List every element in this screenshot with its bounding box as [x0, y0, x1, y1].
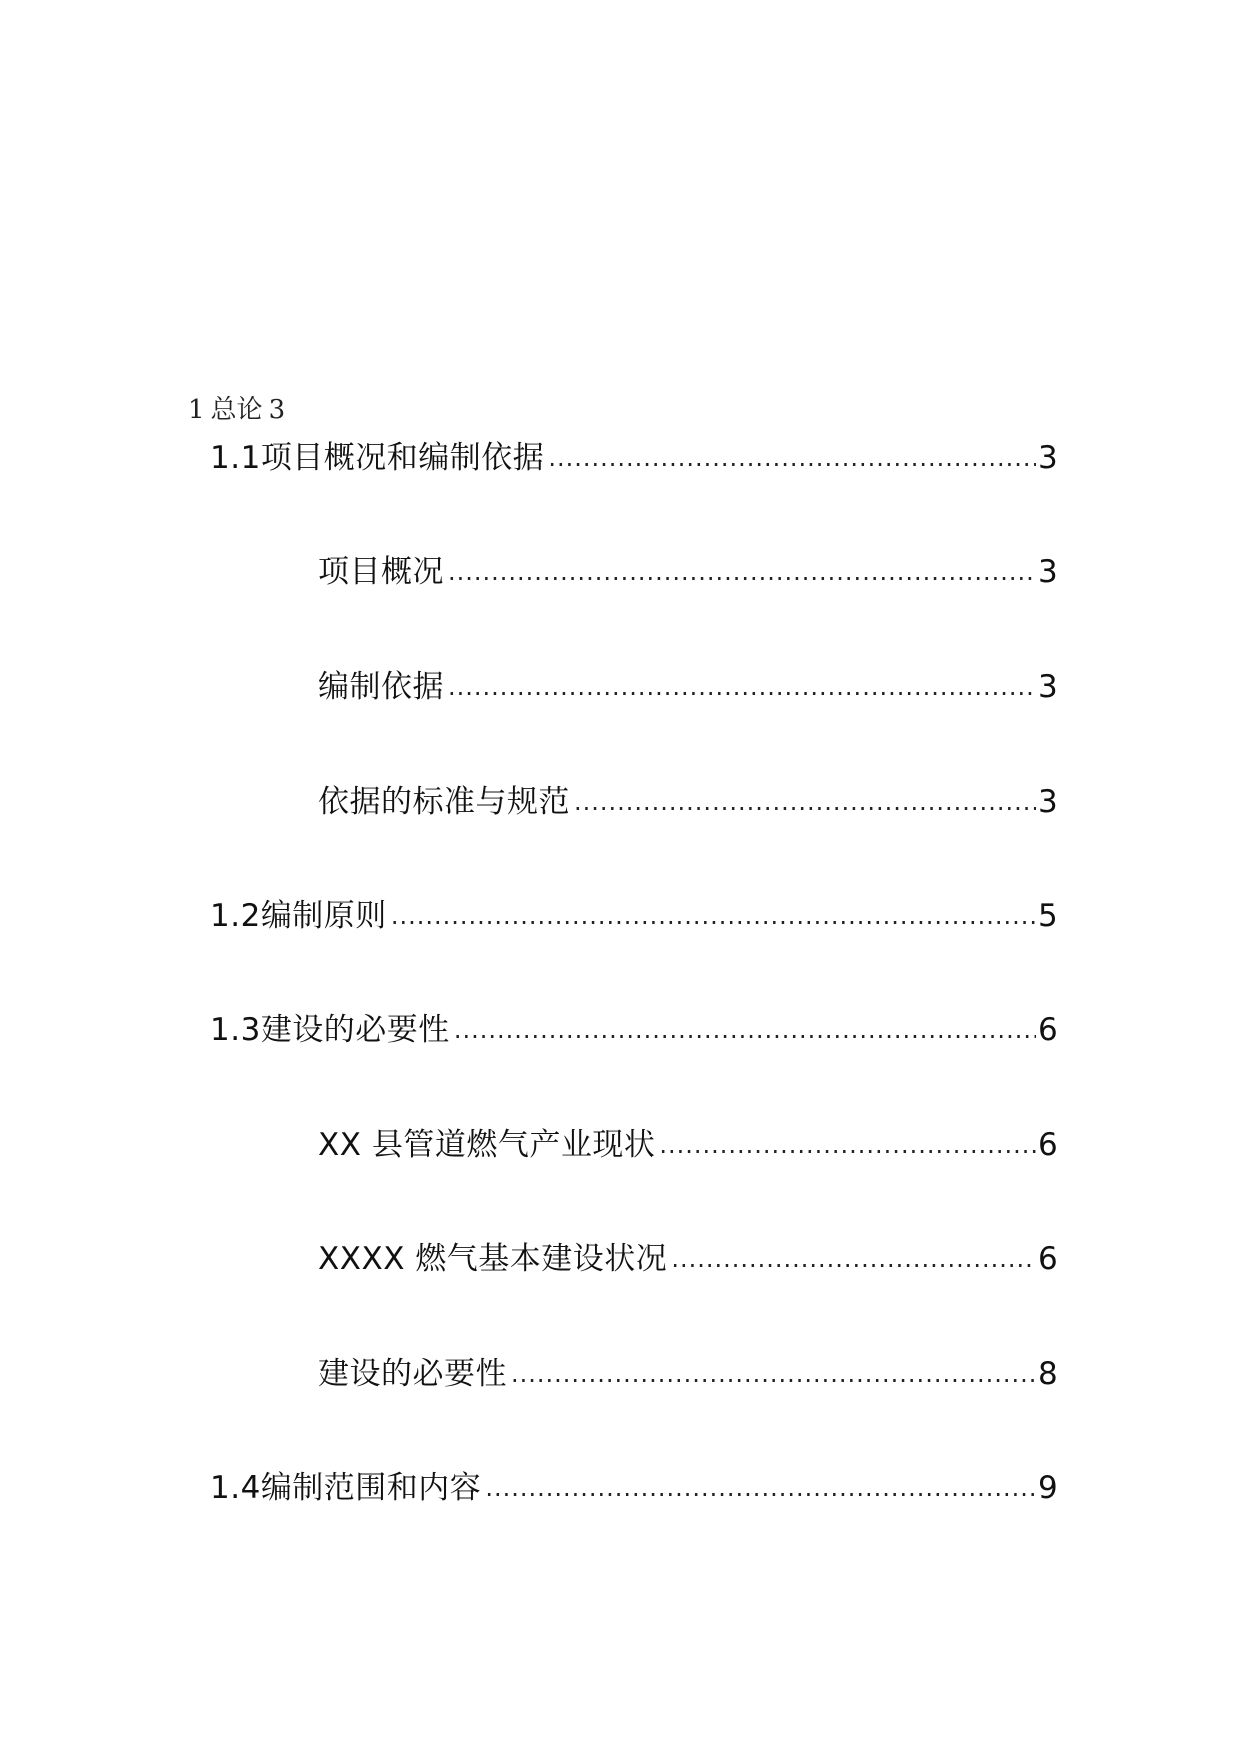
- toc-entry-page: 6: [1038, 1012, 1058, 1048]
- toc-leader-dots: [454, 1006, 1036, 1052]
- toc-entry-1-2[interactable]: [210, 894, 1056, 940]
- chapter-page-number: 3: [268, 395, 286, 425]
- toc-entry-page: 5: [1038, 898, 1058, 934]
- toc-leader-dots: [511, 1350, 1036, 1396]
- toc-entry-page: 3: [1038, 440, 1058, 476]
- toc-entry-title: 建设的必要性: [260, 1012, 450, 1048]
- toc-entry-title: 编制依据: [318, 669, 444, 705]
- toc-entry-title: 依据的标准与规范: [318, 784, 570, 820]
- toc-entry-1-1[interactable]: [210, 436, 1056, 482]
- toc-entry-title: 项目概况: [318, 554, 444, 590]
- toc-entry-page: 3: [1038, 784, 1058, 820]
- toc-entry-number: 1.3: [210, 1012, 261, 1048]
- toc-entry-1-3[interactable]: [210, 1008, 1056, 1054]
- toc-entry-title: 编制原则: [260, 898, 387, 934]
- toc-entry-title: 项目概况和编制依据: [260, 440, 545, 476]
- toc-entry-page: 6: [1038, 1127, 1058, 1163]
- toc-entry-page: 3: [1038, 554, 1058, 590]
- toc-leader-dots: [485, 1464, 1036, 1510]
- toc-entry-title: XX 县管道燃气产业现状: [318, 1127, 656, 1163]
- toc-entry-compilation-basis[interactable]: [318, 665, 1056, 711]
- toc-entry-county-gas-status[interactable]: [318, 1123, 1056, 1169]
- toc-leader-dots: [574, 778, 1036, 824]
- toc-leader-dots: [671, 1235, 1036, 1281]
- chapter-number: 1: [188, 395, 205, 425]
- toc-entry-title: 建设的必要性: [318, 1356, 507, 1392]
- toc-leader-dots: [448, 548, 1036, 594]
- toc-entry-page: 9: [1038, 1470, 1058, 1506]
- toc-entry-title: XXXX 燃气基本建设状况: [318, 1241, 668, 1277]
- toc-entry-gas-construction-status[interactable]: [318, 1237, 1056, 1283]
- chapter-title: 总论: [210, 395, 263, 425]
- toc-entry-1-4[interactable]: [210, 1466, 1056, 1512]
- toc-entry-page: 8: [1038, 1356, 1058, 1392]
- toc-leader-dots: [548, 434, 1036, 480]
- toc-leader-dots: [448, 663, 1036, 709]
- toc-leader-dots: [391, 892, 1036, 938]
- toc-entry-page: 6: [1038, 1241, 1058, 1277]
- toc-entry-project-overview[interactable]: [318, 550, 1056, 596]
- toc-entry-number: 1.4: [210, 1470, 261, 1506]
- toc-chapter-heading[interactable]: [188, 392, 285, 428]
- toc-entry-construction-necessity[interactable]: [318, 1352, 1056, 1398]
- toc-entry-number: 1.1: [210, 440, 261, 476]
- toc-entry-number: 1.2: [210, 898, 261, 934]
- toc-entry-standards[interactable]: [318, 780, 1056, 826]
- toc-entry-title: 编制范围和内容: [260, 1470, 482, 1506]
- toc-entry-page: 3: [1038, 669, 1058, 705]
- toc-leader-dots: [659, 1121, 1036, 1167]
